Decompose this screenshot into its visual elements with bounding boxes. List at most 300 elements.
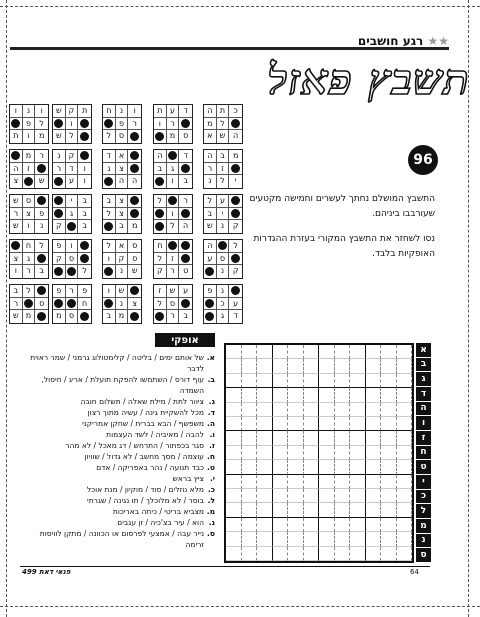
across-clues-list — [20, 352, 215, 550]
grid-cell[interactable] — [366, 446, 382, 460]
grid-cell[interactable] — [304, 374, 320, 388]
grid-cell[interactable] — [350, 475, 366, 489]
piece-letter: ג — [217, 310, 230, 323]
grid-cell[interactable] — [319, 532, 335, 546]
grid-cell[interactable] — [257, 345, 273, 359]
grid-cell[interactable] — [242, 374, 258, 388]
cut-line-bottom — [0, 606, 480, 607]
grid-cell[interactable] — [304, 446, 320, 460]
grid-cell[interactable] — [319, 345, 335, 359]
grid-cell[interactable] — [242, 547, 258, 561]
grid-cell[interactable] — [257, 446, 273, 460]
grid-cell[interactable] — [366, 475, 382, 489]
black-square — [229, 118, 242, 131]
black-square — [66, 220, 79, 233]
piece-letter: ק — [232, 221, 239, 231]
grid-cell[interactable] — [397, 374, 413, 388]
grid-cell[interactable] — [288, 431, 304, 445]
grid-cell[interactable] — [397, 359, 413, 373]
black-square — [179, 208, 192, 221]
grid-cell[interactable] — [257, 475, 273, 489]
piece-letter: ק — [154, 265, 167, 278]
grid-cell[interactable] — [350, 446, 366, 460]
grid-cell[interactable] — [304, 503, 320, 517]
piece-letter: ל — [204, 195, 217, 208]
piece-letter: ד — [66, 163, 79, 176]
grid-cell[interactable] — [397, 388, 413, 402]
grid-cell[interactable] — [335, 403, 351, 417]
puzzle-piece — [9, 194, 49, 234]
grid-cell[interactable] — [242, 503, 258, 517]
piece-letter: ב — [39, 266, 44, 276]
row-letter: ג — [416, 372, 431, 387]
grid-cell[interactable] — [226, 417, 242, 431]
piece-letter: ח — [23, 240, 36, 253]
grid-cell[interactable] — [319, 460, 335, 474]
grid-cell[interactable] — [288, 489, 304, 503]
clue-number: ב. — [207, 375, 215, 384]
grid-cell[interactable] — [273, 489, 289, 503]
crossword-grid — [224, 343, 414, 563]
grid-cell[interactable] — [304, 431, 320, 445]
piece-letter: ל — [229, 240, 242, 253]
grid-cell[interactable] — [226, 532, 242, 546]
grid-cell[interactable] — [366, 503, 382, 517]
clue-number: כ. — [207, 485, 215, 494]
grid-cell[interactable] — [273, 532, 289, 546]
black-square — [66, 298, 79, 311]
grid-cell[interactable] — [226, 345, 242, 359]
piece-letter: ב — [103, 195, 116, 208]
grid-cell[interactable] — [366, 518, 382, 532]
grid-cell[interactable] — [273, 417, 289, 431]
grid-cell[interactable] — [335, 532, 351, 546]
grid-cell[interactable] — [381, 359, 397, 373]
grid-cell[interactable] — [335, 446, 351, 460]
grid-cell[interactable] — [242, 403, 258, 417]
piece-letter: ז — [217, 163, 230, 176]
grid-cell[interactable] — [366, 374, 382, 388]
grid-cell[interactable] — [397, 431, 413, 445]
grid-cell[interactable] — [257, 489, 273, 503]
row-letter: ס — [416, 548, 431, 563]
row-letter: ו — [416, 416, 431, 431]
grid-cell[interactable] — [242, 359, 258, 373]
grid-cell[interactable] — [288, 475, 304, 489]
grid-cell[interactable] — [381, 388, 397, 402]
piece-letter: ס — [183, 131, 189, 141]
grid-cell[interactable] — [335, 489, 351, 503]
grid-cell[interactable] — [319, 446, 335, 460]
piece-letter: פ — [78, 285, 91, 298]
grid-cell[interactable] — [288, 532, 304, 546]
grid-cell[interactable] — [257, 359, 273, 373]
grid-cell[interactable] — [381, 431, 397, 445]
grid-cell[interactable] — [397, 503, 413, 517]
grid-cell[interactable] — [319, 431, 335, 445]
grid-cell[interactable] — [273, 431, 289, 445]
piece-letter: ל — [217, 118, 230, 131]
grid-cell[interactable] — [335, 388, 351, 402]
black-square — [179, 253, 192, 266]
grid-cell[interactable] — [350, 359, 366, 373]
piece-letter: ש — [10, 310, 23, 323]
piece-letter: ק — [116, 253, 129, 266]
piece-letter: ר — [10, 208, 23, 221]
grid-cell[interactable] — [304, 460, 320, 474]
grid-cell[interactable] — [350, 503, 366, 517]
grid-cell[interactable] — [397, 417, 413, 431]
piece-letter: ק — [53, 253, 66, 266]
puzzle-piece — [203, 284, 243, 324]
row-letter-column — [416, 343, 431, 563]
piece-letter: ד — [179, 150, 192, 163]
piece-letter: י — [217, 208, 230, 221]
piece-letter: ל — [154, 195, 167, 208]
section-label — [358, 34, 449, 48]
clue-text: מצביא בריטי / כיתה באריכות — [112, 507, 204, 516]
grid-cell[interactable] — [397, 532, 413, 546]
black-square — [154, 310, 167, 323]
black-square — [204, 310, 217, 323]
grid-cell[interactable] — [319, 475, 335, 489]
grid-cell[interactable] — [304, 532, 320, 546]
grid-cell[interactable] — [335, 431, 351, 445]
clue-number: א. — [206, 353, 215, 362]
grid-cell[interactable] — [381, 460, 397, 474]
piece-letter: ל — [103, 240, 116, 253]
grid-cell[interactable] — [366, 431, 382, 445]
black-square — [35, 163, 48, 176]
black-square — [167, 195, 180, 208]
grid-cell[interactable] — [397, 345, 413, 359]
black-square — [128, 163, 141, 176]
grid-cell[interactable] — [366, 489, 382, 503]
grid-cell[interactable] — [350, 460, 366, 474]
grid-cell[interactable] — [273, 518, 289, 532]
grid-cell[interactable] — [350, 489, 366, 503]
grid-cell[interactable] — [319, 417, 335, 431]
puzzle-piece — [102, 149, 142, 189]
grid-cell[interactable] — [288, 359, 304, 373]
piece-letter: נ — [116, 105, 129, 118]
grid-cell[interactable] — [242, 489, 258, 503]
grid-cell[interactable] — [288, 460, 304, 474]
clue-item — [20, 484, 215, 495]
piece-letter: ת — [78, 105, 91, 118]
grid-cell[interactable] — [319, 503, 335, 517]
puzzle-piece — [203, 149, 243, 189]
piece-letter: כ — [229, 105, 242, 118]
grid-cell[interactable] — [242, 446, 258, 460]
grid-cell[interactable] — [397, 403, 413, 417]
grid-cell[interactable] — [273, 547, 289, 561]
grid-cell[interactable] — [304, 403, 320, 417]
piece-letter: ב — [204, 208, 217, 221]
grid-cell[interactable] — [335, 417, 351, 431]
grid-cell[interactable] — [257, 460, 273, 474]
grid-cell[interactable] — [257, 547, 273, 561]
black-square — [78, 310, 91, 323]
grid-cell[interactable] — [381, 489, 397, 503]
black-square — [53, 298, 66, 311]
grid-cell[interactable] — [366, 345, 382, 359]
puzzle-piece — [9, 284, 49, 324]
piece-letter: ב — [103, 310, 116, 323]
grid-cell[interactable] — [366, 547, 382, 561]
grid-cell[interactable] — [381, 518, 397, 532]
piece-letter: נ — [53, 150, 66, 163]
grid-cell[interactable] — [350, 518, 366, 532]
clue-text: מכל להשקיית גינה / עשיה מתוך רצון — [87, 408, 204, 417]
puzzle-piece — [153, 149, 193, 189]
piece-letter: מ — [53, 310, 66, 323]
grid-cell[interactable] — [226, 503, 242, 517]
grid-cell[interactable] — [242, 417, 258, 431]
grid-cell[interactable] — [335, 374, 351, 388]
grid-cell[interactable] — [350, 388, 366, 402]
grid-cell[interactable] — [366, 460, 382, 474]
clue-item — [20, 374, 215, 396]
grid-cell[interactable] — [226, 489, 242, 503]
grid-cell[interactable] — [288, 388, 304, 402]
black-square — [229, 285, 242, 298]
grid-cell[interactable] — [335, 359, 351, 373]
black-square — [10, 118, 23, 131]
grid-cell[interactable] — [381, 547, 397, 561]
clue-item — [20, 495, 215, 506]
row-letter: ד — [416, 387, 431, 402]
grid-cell[interactable] — [366, 532, 382, 546]
grid-cell[interactable] — [381, 503, 397, 517]
puzzle-piece — [52, 149, 92, 189]
grid-cell[interactable] — [397, 489, 413, 503]
grid-cell[interactable] — [288, 547, 304, 561]
grid-cell[interactable] — [319, 547, 335, 561]
grid-cell[interactable] — [273, 374, 289, 388]
clue-number: ס. — [207, 529, 215, 538]
grid-cell[interactable] — [319, 518, 335, 532]
grid-cell[interactable] — [242, 518, 258, 532]
grid-cell[interactable] — [304, 547, 320, 561]
clue-item — [20, 352, 215, 374]
piece-letter: ז — [154, 285, 167, 298]
grid-cell[interactable] — [273, 446, 289, 460]
grid-cell[interactable] — [226, 518, 242, 532]
grid-cell[interactable] — [350, 431, 366, 445]
grid-cell[interactable] — [335, 460, 351, 474]
grid-cell[interactable] — [226, 359, 242, 373]
grid-cell[interactable] — [319, 374, 335, 388]
piece-letter: ו — [83, 176, 86, 186]
grid-cell[interactable] — [304, 489, 320, 503]
grid-cell[interactable] — [319, 359, 335, 373]
grid-cell[interactable] — [257, 532, 273, 546]
piece-letter: ל — [154, 253, 167, 266]
row-letter: ט — [416, 460, 431, 475]
piece-letter: ב — [10, 285, 23, 298]
piece-letter: ז — [23, 163, 36, 176]
grid-cell[interactable] — [226, 446, 242, 460]
grid-cell[interactable] — [350, 345, 366, 359]
piece-letter: ל — [154, 298, 167, 311]
grid-cell[interactable] — [397, 460, 413, 474]
grid-cell[interactable] — [226, 431, 242, 445]
grid-cell[interactable] — [288, 345, 304, 359]
grid-cell[interactable] — [381, 475, 397, 489]
grid-cell[interactable] — [397, 518, 413, 532]
grid-cell[interactable] — [397, 475, 413, 489]
black-square — [103, 175, 116, 188]
piece-letter: ק — [53, 220, 66, 233]
black-square — [167, 150, 180, 163]
clue-text: ציץ בראש — [172, 474, 204, 483]
piece-letter: ו — [10, 265, 23, 278]
black-square — [179, 118, 192, 131]
grid-cell[interactable] — [335, 503, 351, 517]
grid-cell[interactable] — [257, 431, 273, 445]
grid-cell[interactable] — [381, 374, 397, 388]
grid-cell[interactable] — [335, 475, 351, 489]
grid-cell[interactable] — [257, 503, 273, 517]
piece-letter: ס — [128, 253, 141, 266]
grid-cell[interactable] — [304, 417, 320, 431]
grid-cell[interactable] — [273, 475, 289, 489]
grid-cell[interactable] — [288, 503, 304, 517]
grid-cell[interactable] — [366, 417, 382, 431]
grid-cell[interactable] — [273, 403, 289, 417]
piece-letter: ל — [35, 118, 48, 131]
grid-cell[interactable] — [381, 403, 397, 417]
grid-cell[interactable] — [226, 403, 242, 417]
grid-cell[interactable] — [304, 518, 320, 532]
grid-cell[interactable] — [304, 359, 320, 373]
piece-letter: נ — [217, 285, 230, 298]
grid-cell[interactable] — [350, 374, 366, 388]
grid-cell[interactable] — [257, 403, 273, 417]
grid-cell[interactable] — [257, 417, 273, 431]
grid-cell[interactable] — [226, 547, 242, 561]
puzzle-piece — [52, 239, 92, 279]
grid-cell[interactable] — [242, 431, 258, 445]
piece-letter: פ — [53, 285, 66, 298]
footer-brand: פנאי דאת 499 — [22, 568, 71, 576]
piece-letter: ג — [66, 208, 79, 221]
grid-cell[interactable] — [366, 359, 382, 373]
piece-letter: ס — [128, 240, 141, 253]
grid-cell[interactable] — [288, 403, 304, 417]
grid-cell[interactable] — [381, 446, 397, 460]
piece-letter: פ — [116, 118, 129, 131]
clue-text: משפשף / הבא בברית / שחקן אמריקני — [82, 419, 204, 428]
grid-cell[interactable] — [335, 518, 351, 532]
grid-cell[interactable] — [242, 532, 258, 546]
grid-cell[interactable] — [257, 518, 273, 532]
black-square — [128, 285, 141, 298]
piece-letter: ק — [66, 150, 79, 163]
grid-cell[interactable] — [381, 532, 397, 546]
grid-cell[interactable] — [366, 388, 382, 402]
piece-letter: ק — [66, 105, 79, 118]
grid-cell[interactable] — [350, 417, 366, 431]
grid-cell[interactable] — [273, 503, 289, 517]
piece-letter: ו — [154, 118, 167, 131]
grid-cell[interactable] — [273, 359, 289, 373]
piece-letter: ט — [183, 266, 189, 276]
title-area — [240, 55, 470, 111]
clue-text: סגר בכפתור / התרחש / דג מאכל / לא מהר — [65, 441, 204, 450]
grid-cell[interactable] — [335, 547, 351, 561]
grid-cell[interactable] — [273, 388, 289, 402]
grid-cell[interactable] — [226, 388, 242, 402]
piece-letter: ר — [167, 310, 180, 323]
piece-letter: ר — [167, 118, 180, 131]
clue-item — [20, 528, 215, 550]
piece-letter: ח — [154, 240, 167, 253]
grid-cell[interactable] — [257, 388, 273, 402]
grid-cell[interactable] — [366, 403, 382, 417]
grid-cell[interactable] — [397, 547, 413, 561]
piece-letter: ל — [35, 240, 48, 253]
piece-letter: ש — [53, 105, 66, 118]
grid-cell[interactable] — [288, 374, 304, 388]
grid-cell[interactable] — [288, 518, 304, 532]
grid-cell[interactable] — [242, 388, 258, 402]
clue-number: ה. — [206, 419, 215, 428]
piece-letter: ה — [10, 163, 23, 176]
grid-cell[interactable] — [381, 345, 397, 359]
piece-letter: ת — [154, 105, 167, 118]
clue-text: בוסר / לא מלוכלך / תו נגינה / שגרתי — [87, 496, 204, 505]
grid-cell[interactable] — [319, 403, 335, 417]
grid-cell[interactable] — [319, 489, 335, 503]
grid-cell[interactable] — [381, 417, 397, 431]
grid-cell[interactable] — [257, 374, 273, 388]
grid-cell[interactable] — [304, 388, 320, 402]
row-letter: ב — [416, 358, 431, 373]
grid-cell[interactable] — [397, 446, 413, 460]
row-letter: ה — [416, 402, 431, 417]
grid-cell[interactable] — [226, 460, 242, 474]
grid-cell[interactable] — [350, 403, 366, 417]
piece-letter: ה — [233, 131, 239, 141]
black-square — [53, 195, 66, 208]
piece-letter: ב — [154, 163, 167, 176]
black-square — [204, 265, 217, 278]
grid-cell[interactable] — [350, 532, 366, 546]
grid-cell[interactable] — [288, 446, 304, 460]
piece-letter: ל — [23, 285, 36, 298]
grid-cell[interactable] — [304, 345, 320, 359]
grid-cell[interactable] — [226, 475, 242, 489]
grid-cell[interactable] — [242, 460, 258, 474]
grid-cell[interactable] — [304, 475, 320, 489]
grid-cell[interactable] — [273, 460, 289, 474]
piece-letter: ר — [10, 298, 23, 311]
grid-cell[interactable] — [242, 475, 258, 489]
grid-cell[interactable] — [319, 388, 335, 402]
grid-cell[interactable] — [242, 345, 258, 359]
piece-letter: מ — [167, 130, 180, 143]
grid-cell[interactable] — [335, 345, 351, 359]
grid-cell[interactable] — [350, 547, 366, 561]
piece-letter: ב — [183, 311, 188, 321]
black-square — [78, 130, 91, 143]
grid-cell[interactable] — [226, 374, 242, 388]
puzzle-piece — [52, 284, 92, 324]
grid-cell[interactable] — [273, 345, 289, 359]
grid-cell[interactable] — [288, 417, 304, 431]
